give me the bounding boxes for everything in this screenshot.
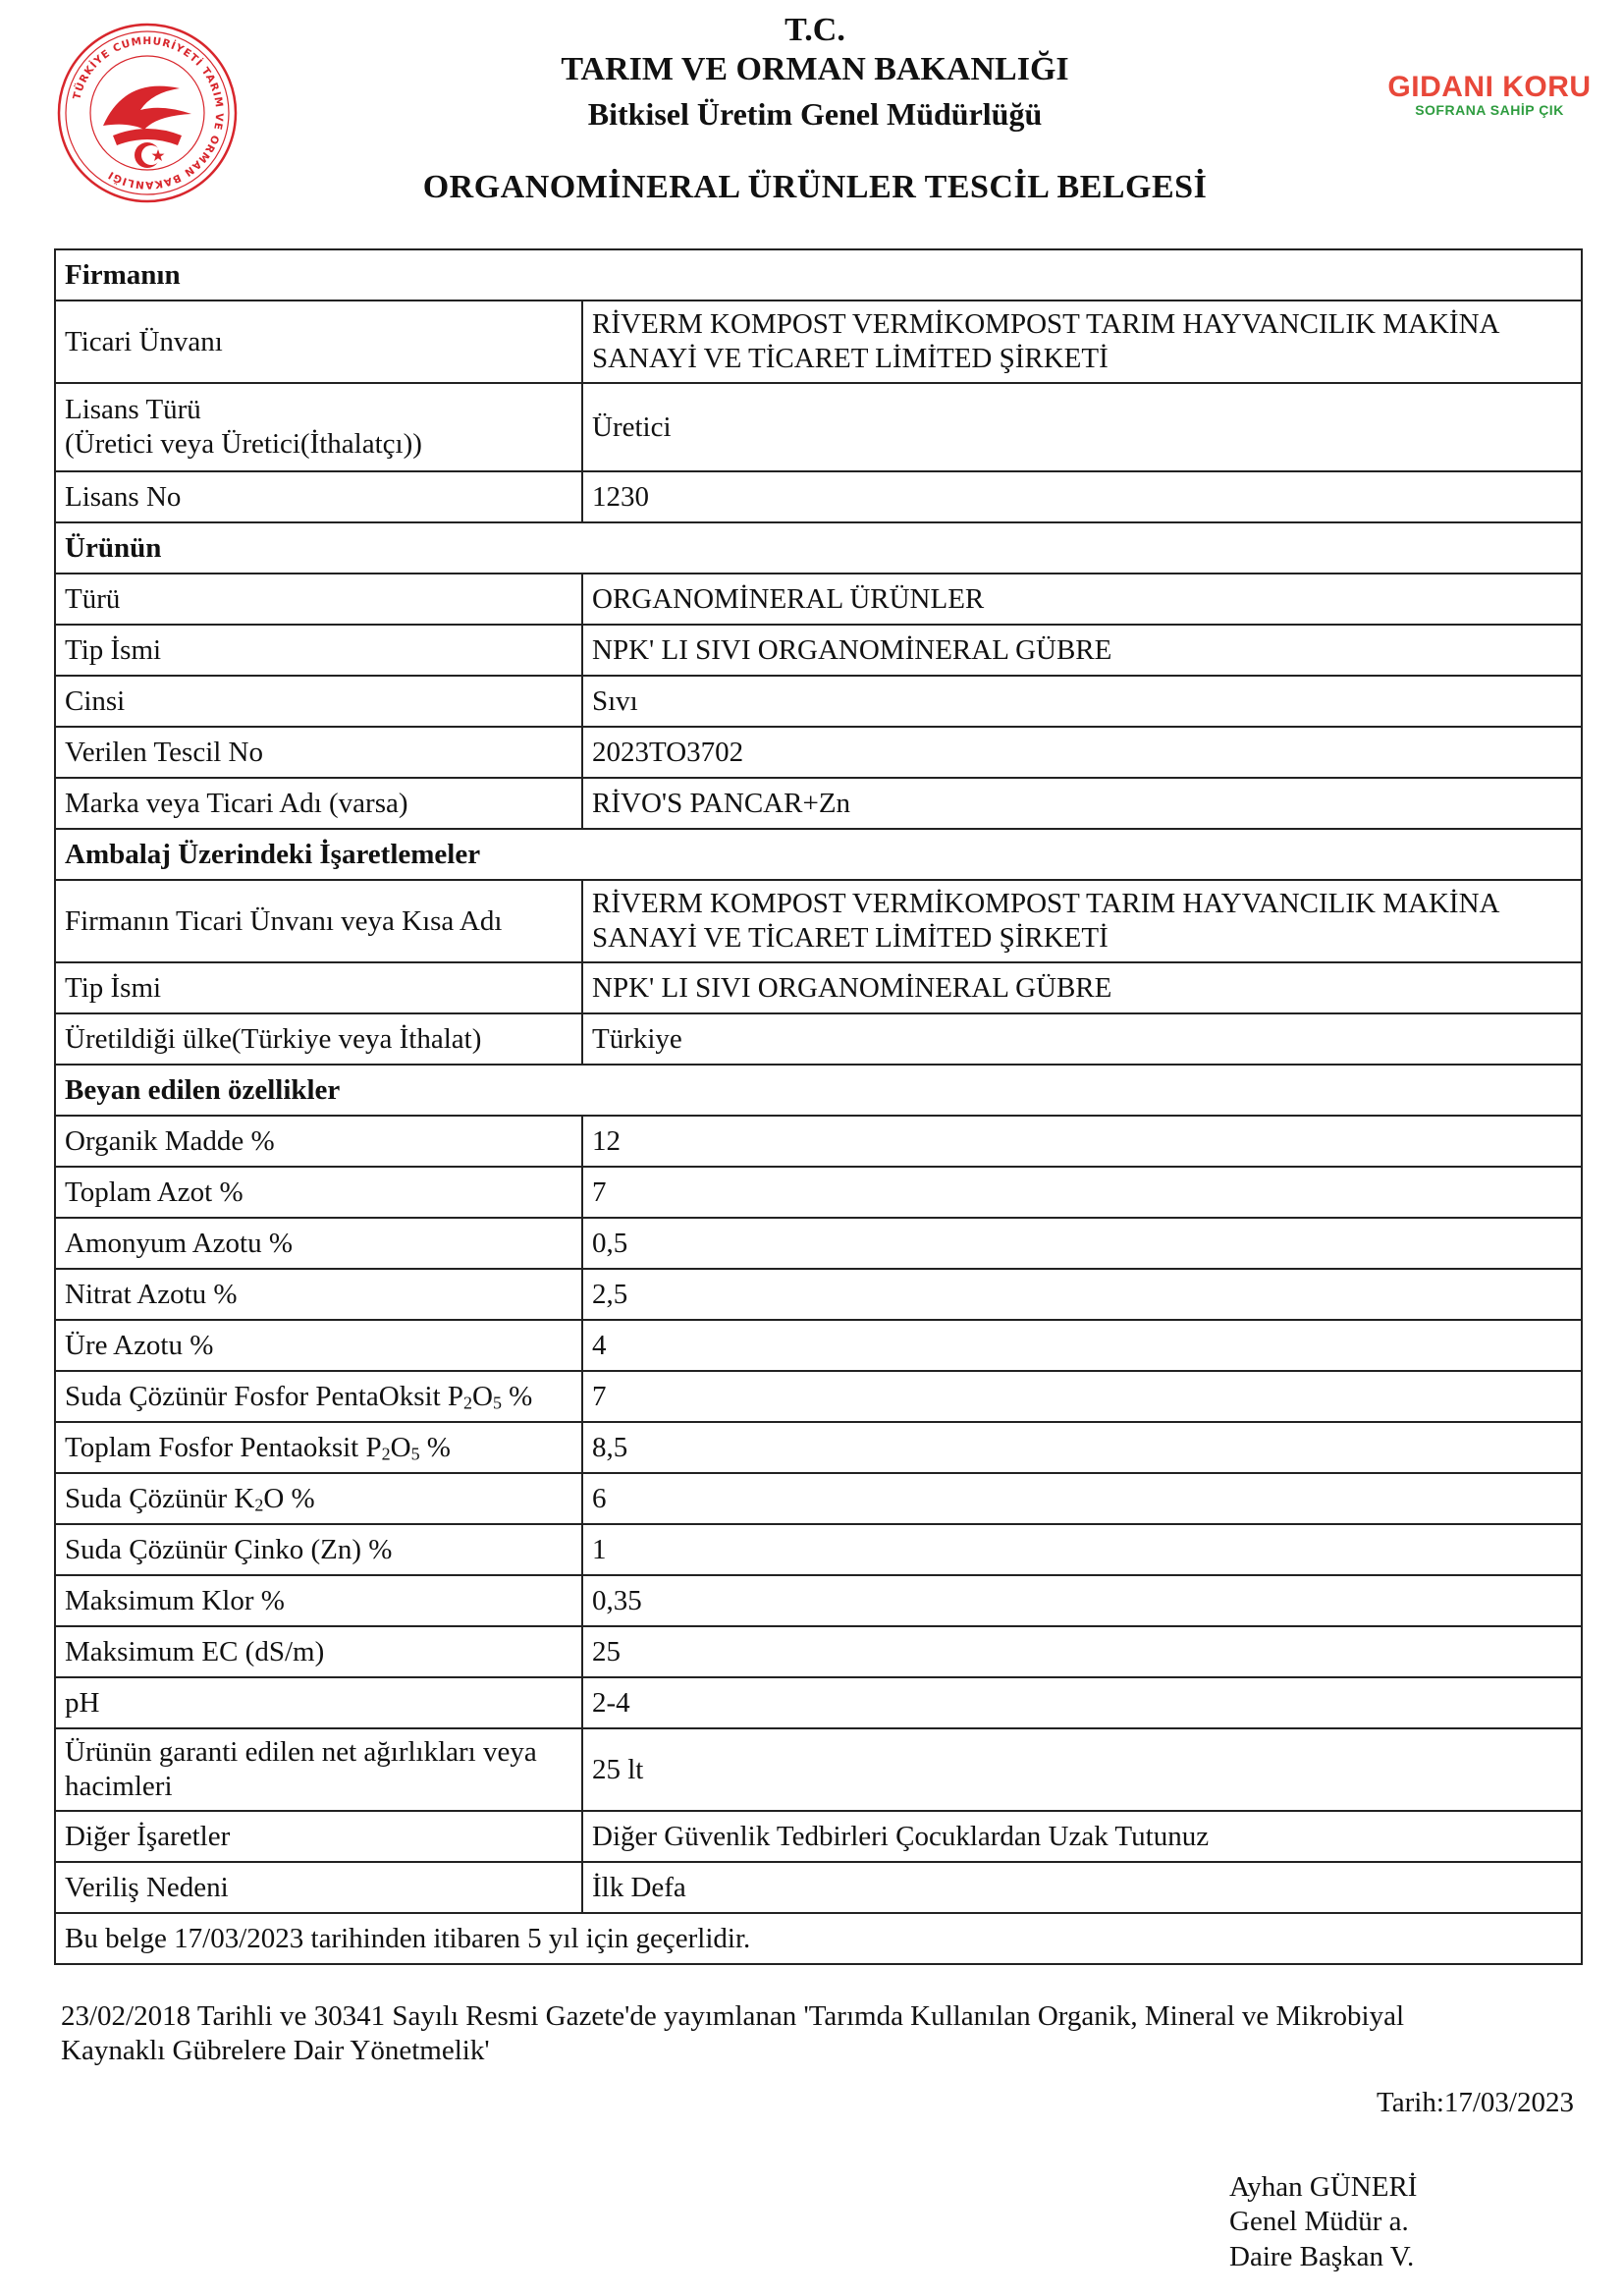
row-value: 0,35: [582, 1575, 1582, 1626]
value-line-2: SANAYİ VE TİCARET LİMİTED ŞİRKETİ: [592, 343, 1109, 374]
row-value: NPK' LI SIVI ORGANOMİNERAL GÜBRE: [582, 962, 1582, 1013]
row-brand: [55, 778, 1582, 829]
label-line-1: Ürünün garanti edilen net ağırlıkları veya: [65, 1736, 537, 1769]
row-value: [582, 301, 1582, 383]
row-water-soluble-k2o: [55, 1473, 1582, 1524]
row-label: Verilen Tescil No: [55, 727, 582, 778]
subscript: 2: [381, 1444, 391, 1464]
row-label: Tip İsmi: [55, 625, 582, 676]
ministry-seal-icon: [54, 20, 241, 206]
row-value: 6: [582, 1473, 1582, 1524]
row-label: pH: [55, 1677, 582, 1728]
row-total-nitrogen: [55, 1167, 1582, 1218]
row-validity: [55, 1913, 1582, 1964]
row-nitrate-nitrogen: [55, 1269, 1582, 1320]
signatory-title-2: Daire Başkan V.: [1229, 2240, 1415, 2272]
subscript: 5: [410, 1444, 420, 1464]
row-value: 7: [582, 1371, 1582, 1422]
registration-table: [54, 248, 1583, 1965]
document-header: [0, 0, 1623, 236]
row-max-chlorine: [55, 1575, 1582, 1626]
row-label: Üretildiği ülke(Türkiye veya İthalat): [55, 1013, 582, 1065]
subscript: 2: [463, 1393, 472, 1413]
label-part: O: [390, 1431, 411, 1463]
row-label: Veriliş Nedeni: [55, 1862, 582, 1913]
label-line-2: (Üretici veya Üretici(İthalatçı)): [65, 428, 422, 460]
row-value: İlk Defa: [582, 1862, 1582, 1913]
row-organic-matter: [55, 1116, 1582, 1167]
row-value: Diğer Güvenlik Tedbirleri Çocuklardan Uzak Tutunuz: [582, 1811, 1582, 1862]
row-label: Firmanın Ticari Ünvanı veya Kısa Adı: [55, 880, 582, 962]
regulation-note: [61, 1999, 1573, 2069]
row-label: Toplam Azot %: [55, 1167, 582, 1218]
section-product: [55, 522, 1582, 574]
row-value: 7: [582, 1167, 1582, 1218]
row-origin: [55, 1013, 1582, 1065]
row-kind: [55, 676, 1582, 727]
brand-main-text: GIDANI KORU: [1387, 71, 1592, 103]
row-value: 25 lt: [582, 1728, 1582, 1811]
row-label: Nitrat Azotu %: [55, 1269, 582, 1320]
document-title: ORGANOMİNERAL ÜRÜNLER TESCİL BELGESİ: [422, 169, 1208, 205]
row-water-soluble-zinc: [55, 1524, 1582, 1575]
row-value: 12: [582, 1116, 1582, 1167]
row-label: Suda Çözünür Çinko (Zn) %: [55, 1524, 582, 1575]
section-title: Ürünün: [55, 522, 1582, 574]
row-packaging-firm: [55, 880, 1582, 962]
signatory-title-1: Genel Müdür a.: [1229, 2206, 1409, 2238]
row-type-name: [55, 625, 1582, 676]
label-part: Suda Çözünür Fosfor PentaOksit P: [65, 1380, 463, 1412]
row-label: Ticari Ünvanı: [55, 301, 582, 383]
row-value: 2,5: [582, 1269, 1582, 1320]
row-total-p2o5: [55, 1422, 1582, 1473]
row-label: [55, 1473, 582, 1524]
seal-text: TÜRKİYE CUMHURİYETİ TARIM VE ORMAN BAKANLIĞI: [71, 34, 226, 191]
row-trade-name: [55, 301, 1582, 383]
row-value: 8,5: [582, 1422, 1582, 1473]
row-registration-no: [55, 727, 1582, 778]
gidani-koru-logo: [1386, 71, 1593, 118]
label-line-2: hacimleri: [65, 1771, 173, 1802]
row-label: [55, 383, 582, 471]
row-label: [55, 1728, 582, 1811]
validity-note: Bu belge 17/03/2023 tarihinden itibaren 5 yıl için geçerlidir.: [55, 1913, 1582, 1964]
row-value: 2023TO3702: [582, 727, 1582, 778]
row-value: RİVO'S PANCAR+Zn: [582, 778, 1582, 829]
row-type: [55, 574, 1582, 625]
row-label: Tip İsmi: [55, 962, 582, 1013]
row-value: 1: [582, 1524, 1582, 1575]
row-value: ORGANOMİNERAL ÜRÜNLER: [582, 574, 1582, 625]
row-label: [55, 1371, 582, 1422]
section-title: Firmanın: [55, 249, 1582, 301]
section-firm: [55, 249, 1582, 301]
regulation-line-2: Kaynaklı Gübrelere Dair Yönetmelik': [61, 2035, 490, 2067]
row-water-soluble-p2o5: [55, 1371, 1582, 1422]
signature-block: [1229, 2170, 1417, 2274]
row-label: Amonyum Azotu %: [55, 1218, 582, 1269]
row-label: Lisans No: [55, 471, 582, 522]
row-net-weight: [55, 1728, 1582, 1811]
row-label: Marka veya Ticari Adı (varsa): [55, 778, 582, 829]
row-other-markings: [55, 1811, 1582, 1862]
directorate-name: Bitkisel Üretim Genel Müdürlüğü: [587, 96, 1043, 132]
row-value: Türkiye: [582, 1013, 1582, 1065]
row-value: Sıvı: [582, 676, 1582, 727]
label-part: O %: [263, 1482, 315, 1514]
row-value: 1230: [582, 471, 1582, 522]
row-value: NPK' LI SIVI ORGANOMİNERAL GÜBRE: [582, 625, 1582, 676]
row-value: [582, 880, 1582, 962]
row-label: Organik Madde %: [55, 1116, 582, 1167]
row-packaging-type-name: [55, 962, 1582, 1013]
signatory-name: Ayhan GÜNERİ: [1229, 2171, 1418, 2203]
subscript: 2: [254, 1495, 264, 1515]
label-part: %: [501, 1380, 533, 1412]
row-value: 0,5: [582, 1218, 1582, 1269]
subscript: 5: [492, 1393, 502, 1413]
row-ammonium-nitrogen: [55, 1218, 1582, 1269]
label-part: O: [471, 1380, 493, 1412]
row-label: Maksimum Klor %: [55, 1575, 582, 1626]
value-line-1: RİVERM KOMPOST VERMİKOMPOST TARIM HAYVANCILIK MAKİNA: [592, 888, 1500, 920]
tc-heading: T.C.: [784, 12, 845, 48]
section-packaging: [55, 829, 1582, 880]
label-part: Suda Çözünür K: [65, 1482, 255, 1514]
row-max-ec: [55, 1626, 1582, 1677]
label-part: Toplam Fosfor Pentaoksit P: [65, 1431, 382, 1463]
row-label: [55, 1422, 582, 1473]
row-label: Maksimum EC (dS/m): [55, 1626, 582, 1677]
section-title: Beyan edilen özellikler: [55, 1065, 1582, 1116]
value-line-1: RİVERM KOMPOST VERMİKOMPOST TARIM HAYVANCILIK MAKİNA: [592, 308, 1500, 341]
row-value: Üretici: [582, 383, 1582, 471]
row-value: 25: [582, 1626, 1582, 1677]
section-title: Ambalaj Üzerindeki İşaretlemeler: [55, 829, 1582, 880]
row-value: 4: [582, 1320, 1582, 1371]
row-label: Diğer İşaretler: [55, 1811, 582, 1862]
label-line-1: Lisans Türü: [65, 394, 201, 426]
value-line-2: SANAYİ VE TİCARET LİMİTED ŞİRKETİ: [592, 922, 1109, 954]
brand-sub-text: SOFRANA SAHİP ÇIK: [1415, 102, 1564, 118]
row-label: Cinsi: [55, 676, 582, 727]
row-urea-nitrogen: [55, 1320, 1582, 1371]
row-issue-reason: [55, 1862, 1582, 1913]
row-label: Üre Azotu %: [55, 1320, 582, 1371]
row-ph: [55, 1677, 1582, 1728]
row-value: 2-4: [582, 1677, 1582, 1728]
regulation-line-1: 23/02/2018 Tarihli ve 30341 Sayılı Resmi Gazete'de yayımlanan 'Tarımda Kullanılan Organik, Mineral ve Mikrobiyal: [61, 2000, 1405, 2032]
label-part: %: [419, 1431, 451, 1463]
row-license-type: [55, 383, 1582, 471]
ministry-name: TARIM VE ORMAN BAKANLIĞI: [561, 51, 1069, 87]
row-license-no: [55, 471, 1582, 522]
issue-date: Tarih:17/03/2023: [1377, 2087, 1574, 2118]
section-properties: [55, 1065, 1582, 1116]
row-label: Türü: [55, 574, 582, 625]
